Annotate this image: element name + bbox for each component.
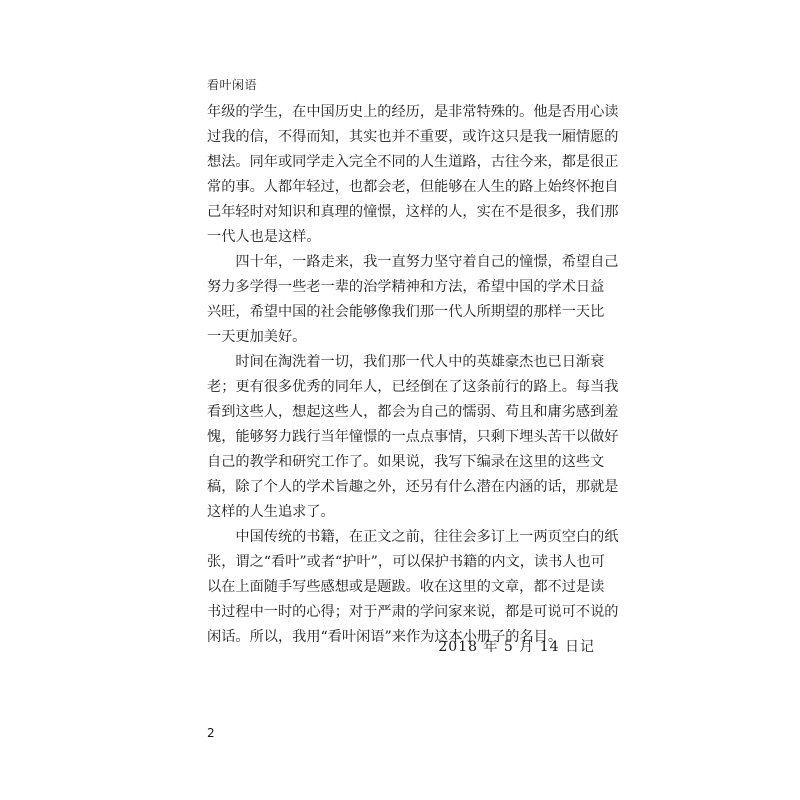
running-header: 看叶闲语 [207, 78, 258, 92]
text-line: 想法。同年或同学走入完全不同的人生道路，古往今来，都是很正 [207, 154, 619, 170]
text-line: 常的事。人都年轻过，也都会老，但能够在人生的路上始终怀抱自 [207, 179, 619, 195]
text-line: 老；更有很多优秀的同年人，已经倒在了这条前行的路上。每当我 [207, 379, 619, 395]
text-line: 书过程中一时的心得；对于严肃的学问家来说，都是可说可不说的 [207, 604, 619, 620]
text-line: 以在上面随手写些感想或是题跋。收在这里的文章，都不过是读 [207, 579, 605, 595]
text-line: 己年轻时对知识和真理的憧憬，这样的人，实在不是很多，我们那 [207, 204, 619, 220]
text-line: 过我的信，不得而知，其实也并不重要，或许这只是我一厢情愿的 [207, 129, 619, 145]
text-line: 努力多学得一些老一辈的治学精神和方法，希望中国的学术日益 [207, 279, 605, 295]
text-line: 中国传统的书籍，在正文之前，往往会多订上一两页空白的纸 [207, 529, 619, 545]
text-line: 一天更加美好。 [207, 329, 307, 345]
paragraph [207, 100, 619, 250]
paragraph [207, 350, 619, 525]
text-line: 一代人也是这样。 [207, 229, 321, 245]
text-line: 愧，能够努力践行当年憧憬的一点点事情，只剩下埋头苦干以做好 [207, 429, 619, 445]
text-line: 时间在淘洗着一切，我们那一代人中的英雄豪杰也已日渐衰 [207, 354, 605, 370]
text-line: 自己的教学和研究工作了。如果说，我写下编录在这里的这些文 [207, 454, 605, 470]
text-line: 兴旺，希望中国的社会能够像我们那一代人所期望的那样一天比 [207, 304, 605, 320]
text-line: 张，谓之“看叶”或者“护叶”，可以保护书籍的内文，读书人也可 [207, 554, 605, 570]
page-number: 2 [207, 726, 215, 740]
signature-date: 2018 年 5 月 14 日记 [438, 639, 595, 655]
text-line: 四十年，一路走来，我一直努力坚守着自己的憧憬，希望自己 [207, 254, 619, 270]
paragraph [207, 525, 619, 650]
text-line: 年级的学生，在中国历史上的经历，是非常特殊的。他是否用心读 [207, 104, 619, 120]
paragraph [207, 250, 619, 350]
text-line: 看到这些人，想起这些人，都会为自己的懦弱、苟且和庸劣感到羞 [207, 404, 619, 420]
body-text [207, 100, 619, 650]
text-line: 这样的人生追求了。 [207, 504, 335, 520]
text-line: 稿，除了个人的学术旨趣之外，还另有什么潜在内涵的话，那就是 [207, 479, 619, 495]
text-line: 闲话。所以，我用“看叶闲语”来作为这本小册子的名目。 [207, 629, 563, 645]
